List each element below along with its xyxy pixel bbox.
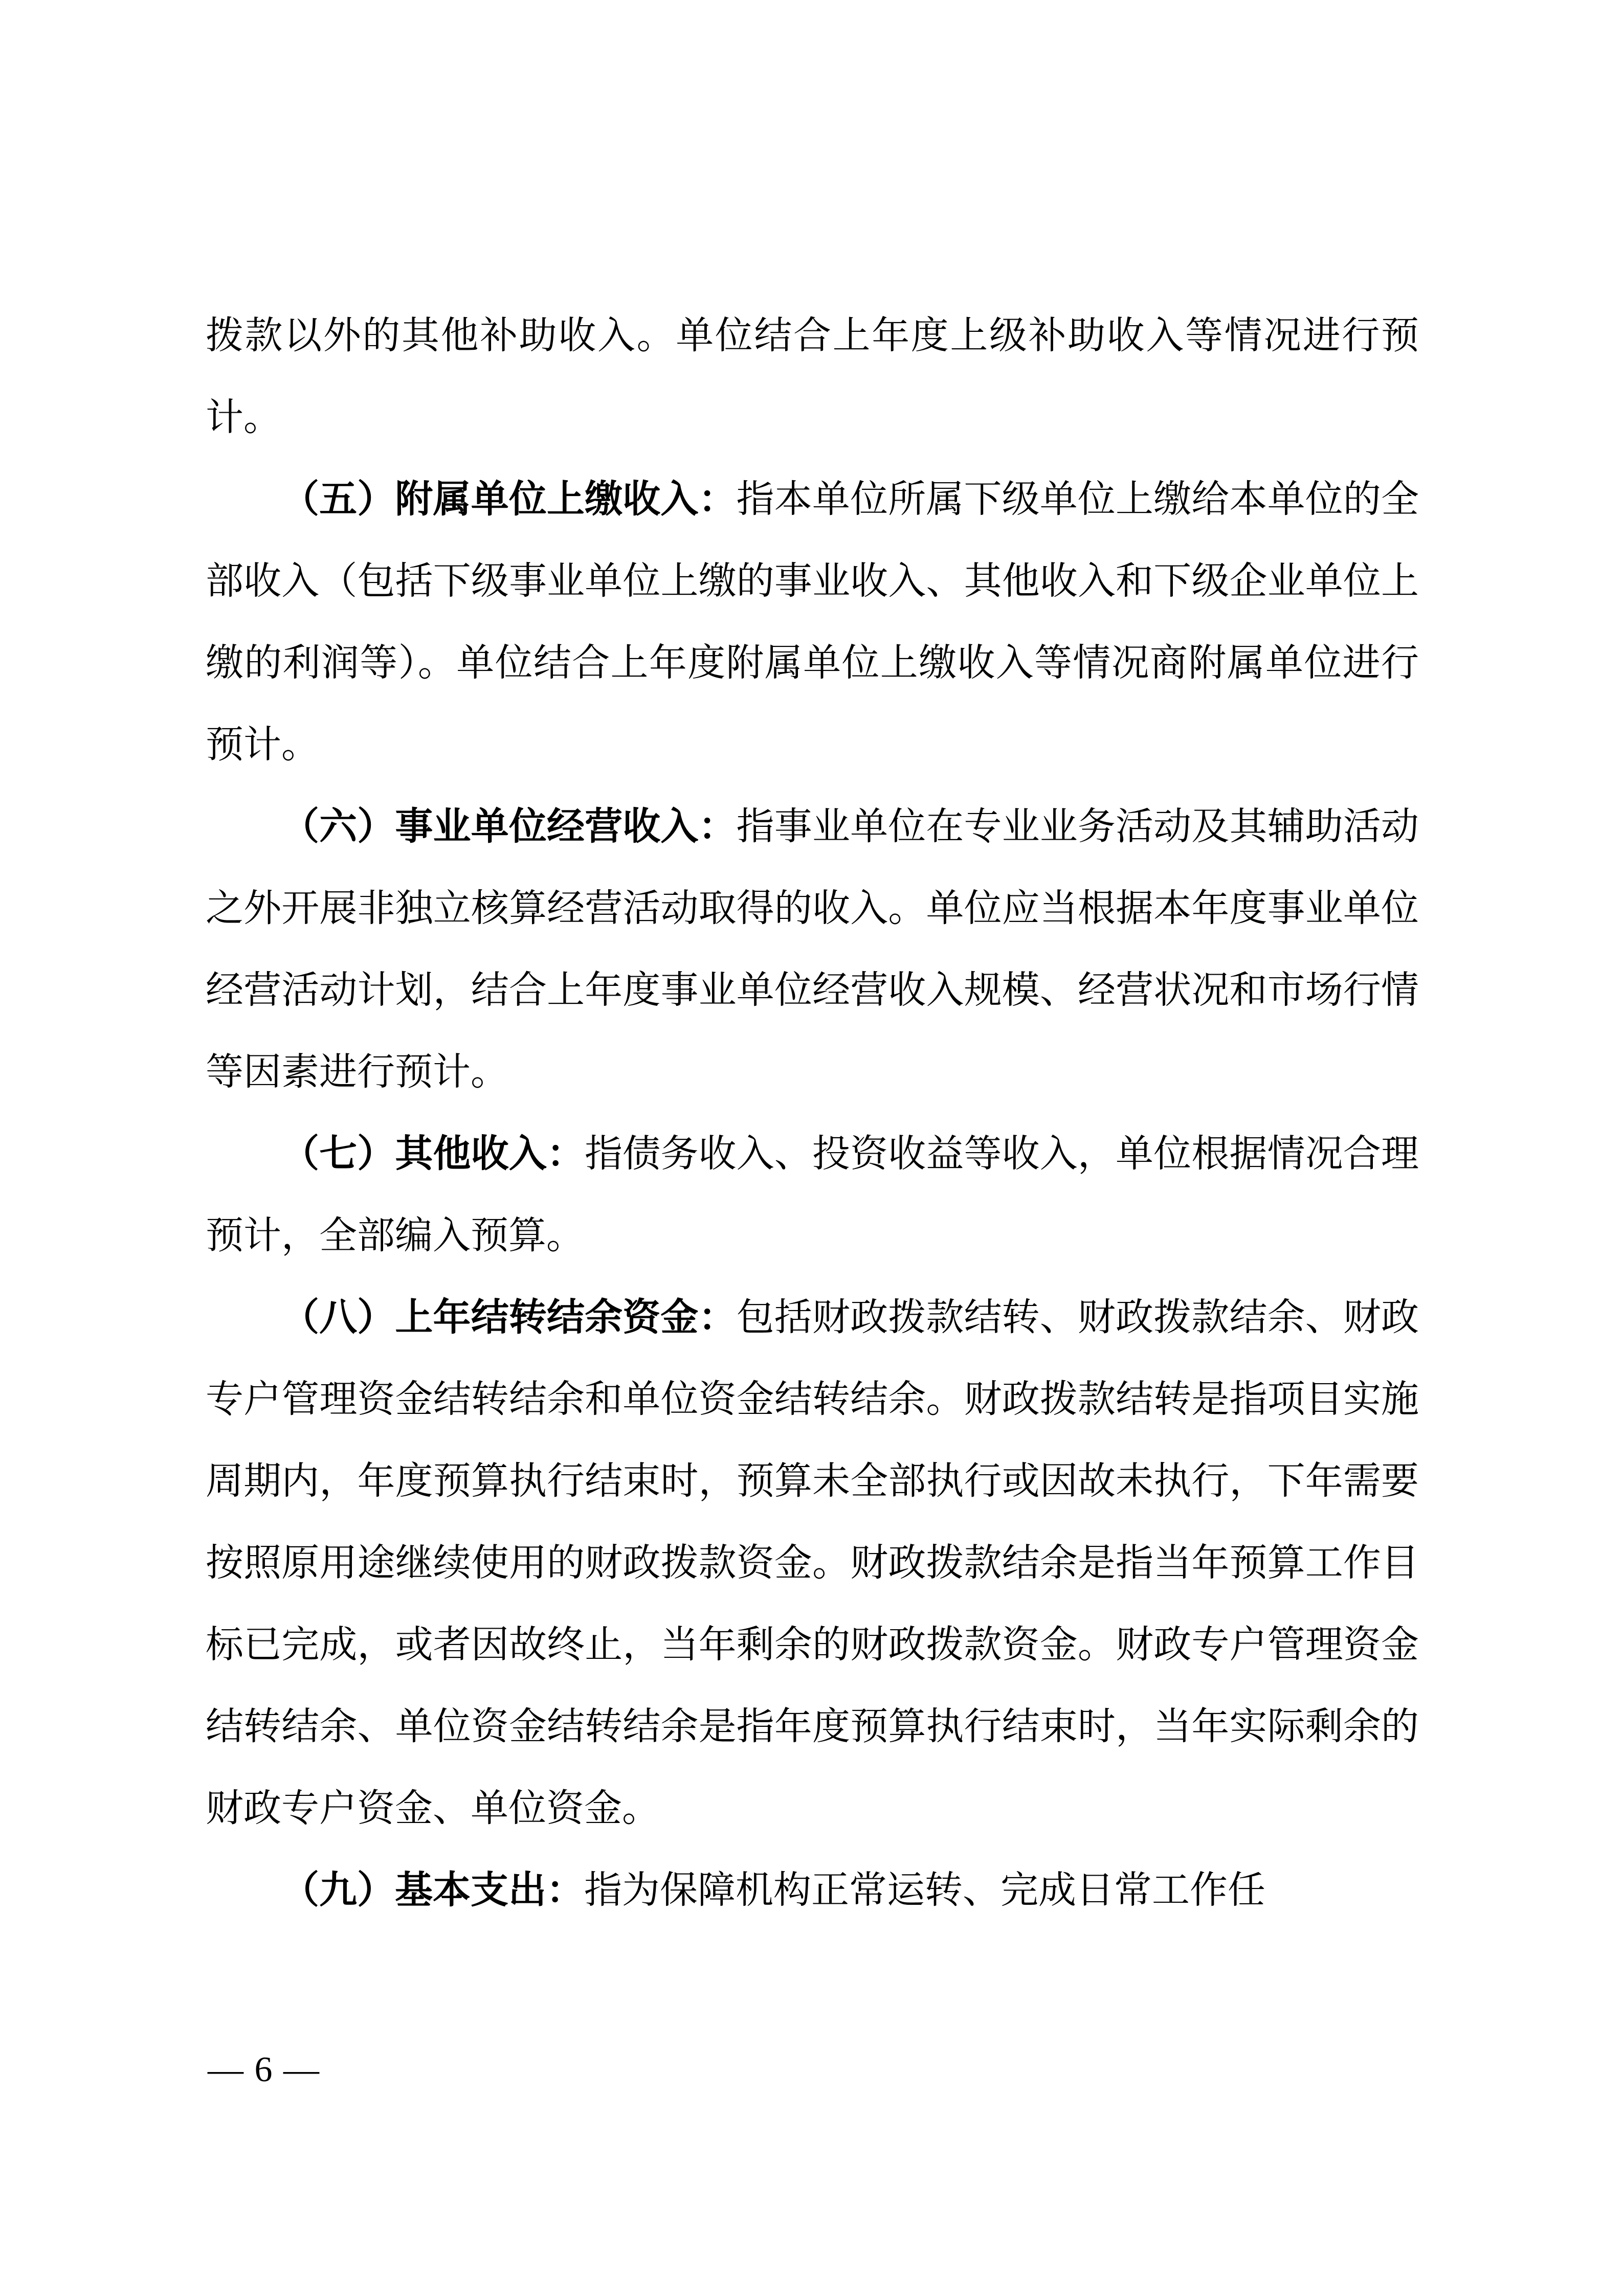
paragraph-item-9 xyxy=(206,1850,1419,1931)
page-number: — 6 — xyxy=(208,2050,320,2089)
paragraph-item-6-lead: （六）事业单位经营收入： xyxy=(281,806,737,848)
paragraph-item-7-text: 指债务收入、投资收益等收入，单位根据情况合理预计，全部编入预算。 xyxy=(206,1133,1419,1257)
paragraph-item-9-text: 指为保障机构正常运转、完成日常工作任 xyxy=(584,1870,1265,1911)
paragraph-item-8-text: 包括财政拨款结转、财政拨款结余、财政专户管理资金结转结余和单位资金结转结余。财政拨款结转是指项目实施周期内，年度预算执行结束时，预算未全部执行或因故未执行，下年需要按照原用途继续使用的财政拨款资金。财政拨款结余是指当年预算工作目标已完成，或者因故终止，当年剩余的财政拨款资金。财政专户管理资金结转结余、单位资金结转结余是指年度预算执行结束时，当年实际剩余的财政专户资金、单位资金。 xyxy=(206,1297,1419,1830)
document-body xyxy=(206,295,1419,1931)
paragraph-item-6-text: 指事业单位在专业业务活动及其辅助活动之外开展非独立核算经营活动取得的收入。单位应当根据本年度事业单位经营活动计划，结合上年度事业单位经营收入规模、经营状况和市场行情等因素进行预计。 xyxy=(206,806,1419,1093)
paragraph-continuation xyxy=(206,295,1419,459)
paragraph-item-8-lead: （八）上年结转结余资金： xyxy=(281,1297,737,1339)
paragraph-item-5-text: 指本单位所属下级单位上缴给本单位的全部收入（包括下级事业单位上缴的事业收入、其他收入和下级企业单位上缴的利润等）。单位结合上年度附属单位上缴收入等情况商附属单位进行预计。 xyxy=(206,479,1419,766)
paragraph-item-9-lead: （九）基本支出： xyxy=(281,1870,584,1911)
paragraph-item-7-lead: （七）其他收入： xyxy=(281,1133,585,1175)
paragraph-item-5 xyxy=(206,459,1419,786)
paragraph-continuation-text: 拨款以外的其他补助收入。单位结合上年度上级补助收入等情况进行预计。 xyxy=(206,315,1419,439)
paragraph-item-5-lead: （五）附属单位上缴收入： xyxy=(281,479,737,521)
paragraph-item-7 xyxy=(206,1113,1419,1277)
paragraph-item-8 xyxy=(206,1277,1419,1850)
paragraph-item-6 xyxy=(206,786,1419,1113)
